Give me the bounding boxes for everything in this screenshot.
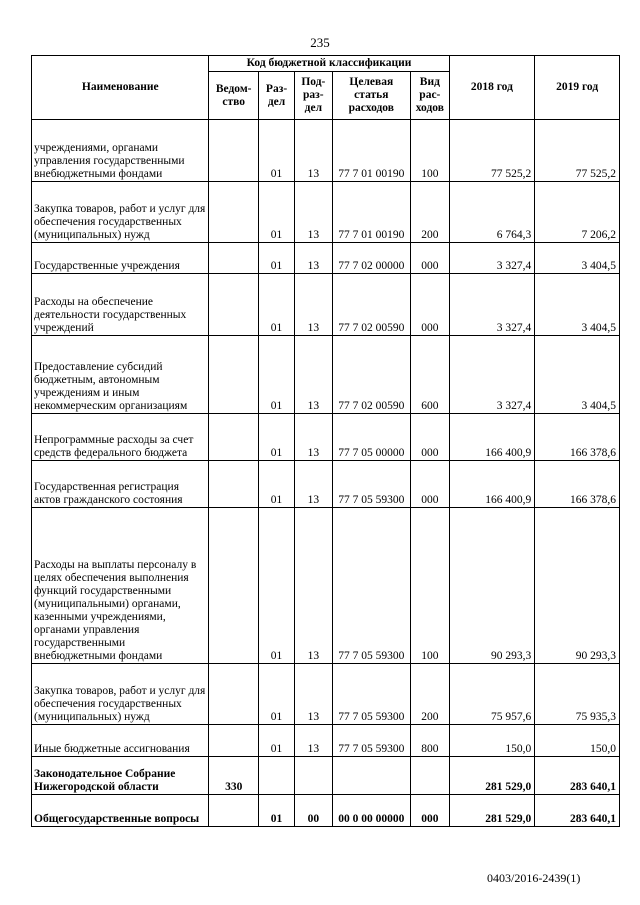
row-section: 01: [258, 664, 294, 725]
row-subsection: 13: [295, 414, 332, 461]
table-row: [32, 274, 620, 336]
row-section: 01: [258, 182, 294, 243]
row-department: [209, 414, 258, 461]
table-row: [32, 725, 620, 757]
row-expense-type: 000: [411, 274, 449, 336]
row-target-article: 77 7 01 00190: [332, 120, 411, 182]
row-name: Закупка товаров, работ и услуг для обеспечения государственных (муниципальных) нужд: [32, 182, 209, 243]
row-amount-2019: 75 935,3: [535, 664, 620, 725]
table-row: [32, 182, 620, 243]
row-expense-type: 200: [411, 664, 449, 725]
row-target-article: 77 7 05 59300: [332, 725, 411, 757]
row-department: [209, 795, 258, 827]
row-amount-2018: 6 764,3: [449, 182, 535, 243]
row-name: Расходы на обеспечение деятельности государственных учреждений: [32, 274, 209, 336]
row-amount-2018: 281 529,0: [449, 795, 535, 827]
row-subsection: [295, 757, 332, 795]
row-expense-type: 800: [411, 725, 449, 757]
row-amount-2019: 283 640,1: [535, 757, 620, 795]
row-name: Закупка товаров, работ и услуг для обеспечения государственных (муниципальных) нужд: [32, 664, 209, 725]
row-amount-2019: 166 378,6: [535, 414, 620, 461]
header-subsection: Под-раз-дел: [295, 72, 332, 120]
row-target-article: 77 7 05 59300: [332, 461, 411, 508]
budget-table: [31, 55, 620, 827]
table-row: [32, 461, 620, 508]
row-subsection: 13: [295, 182, 332, 243]
row-subsection: 13: [295, 274, 332, 336]
page-number: 235: [310, 35, 330, 50]
row-department: 330: [209, 757, 258, 795]
header-target-article: Целевая статья расходов: [332, 72, 411, 120]
row-name: Законодательное Собрание Нижегородской области: [32, 757, 209, 795]
row-amount-2018: 90 293,3: [449, 508, 535, 664]
row-section: 01: [258, 336, 294, 414]
row-department: [209, 461, 258, 508]
row-department: [209, 336, 258, 414]
row-section: [258, 757, 294, 795]
row-department: [209, 664, 258, 725]
row-amount-2019: 3 404,5: [535, 243, 620, 274]
row-department: [209, 120, 258, 182]
row-amount-2018: 3 327,4: [449, 274, 535, 336]
header-department: Ведом-ство: [209, 72, 258, 120]
row-amount-2019: 150,0: [535, 725, 620, 757]
row-subsection: 13: [295, 664, 332, 725]
row-department: [209, 182, 258, 243]
row-subsection: 13: [295, 725, 332, 757]
row-expense-type: 600: [411, 336, 449, 414]
row-amount-2018: 166 400,9: [449, 461, 535, 508]
document-code: 0403/2016-2439(1): [487, 871, 581, 885]
header-classification-code: Код бюджетной классификации: [209, 56, 449, 72]
row-subsection: 13: [295, 120, 332, 182]
row-section: 01: [258, 508, 294, 664]
row-subsection: 00: [295, 795, 332, 827]
row-department: [209, 243, 258, 274]
row-expense-type: 100: [411, 120, 449, 182]
row-name: Государственная регистрация актов гражданского состояния: [32, 461, 209, 508]
table-row: [32, 243, 620, 274]
row-expense-type: 200: [411, 182, 449, 243]
row-expense-type: 000: [411, 243, 449, 274]
row-amount-2018: 3 327,4: [449, 336, 535, 414]
row-target-article: 77 7 02 00000: [332, 243, 411, 274]
row-name: Государственные учреждения: [32, 243, 209, 274]
row-name: Иные бюджетные ассигнования: [32, 725, 209, 757]
row-target-article: [332, 757, 411, 795]
row-name: учреждениями, органами управления государственными внебюджетными фондами: [32, 120, 209, 182]
row-name: Непрограммные расходы за счет средств федерального бюджета: [32, 414, 209, 461]
table-row: [32, 336, 620, 414]
table-row: [32, 664, 620, 725]
row-subsection: 13: [295, 461, 332, 508]
row-department: [209, 508, 258, 664]
row-target-article: 77 7 02 00590: [332, 336, 411, 414]
header-year-2019: 2019 год: [535, 56, 620, 120]
row-amount-2019: 166 378,6: [535, 461, 620, 508]
row-amount-2018: 281 529,0: [449, 757, 535, 795]
row-subsection: 13: [295, 243, 332, 274]
row-section: 01: [258, 795, 294, 827]
row-target-article: 77 7 05 00000: [332, 414, 411, 461]
header-section: Раз-дел: [258, 72, 294, 120]
table-row: [32, 508, 620, 664]
row-amount-2019: 7 206,2: [535, 182, 620, 243]
header-name: Наименование: [32, 56, 209, 120]
row-target-article: 77 7 01 00190: [332, 182, 411, 243]
table-row: [32, 120, 620, 182]
row-amount-2019: 90 293,3: [535, 508, 620, 664]
table-row: [32, 414, 620, 461]
row-section: 01: [258, 274, 294, 336]
row-department: [209, 725, 258, 757]
row-expense-type: [411, 757, 449, 795]
header-expense-type: Вид рас-ходов: [411, 72, 449, 120]
row-subsection: 13: [295, 508, 332, 664]
row-expense-type: 000: [411, 795, 449, 827]
row-amount-2018: 150,0: [449, 725, 535, 757]
row-amount-2018: 166 400,9: [449, 414, 535, 461]
row-expense-type: 100: [411, 508, 449, 664]
header-year-2018: 2018 год: [449, 56, 535, 120]
row-amount-2019: 283 640,1: [535, 795, 620, 827]
row-section: 01: [258, 725, 294, 757]
row-section: 01: [258, 243, 294, 274]
row-section: 01: [258, 120, 294, 182]
row-name: Общегосударственные вопросы: [32, 795, 209, 827]
row-target-article: 77 7 05 59300: [332, 508, 411, 664]
row-amount-2018: 3 327,4: [449, 243, 535, 274]
table-row: [32, 757, 620, 795]
row-target-article: 00 0 00 00000: [332, 795, 411, 827]
row-department: [209, 274, 258, 336]
row-target-article: 77 7 02 00590: [332, 274, 411, 336]
row-name: Предоставление субсидий бюджетным, автономным учреждениям и иным некоммерческим организациям: [32, 336, 209, 414]
row-subsection: 13: [295, 336, 332, 414]
row-expense-type: 000: [411, 414, 449, 461]
row-target-article: 77 7 05 59300: [332, 664, 411, 725]
row-amount-2019: 3 404,5: [535, 336, 620, 414]
row-amount-2018: 75 957,6: [449, 664, 535, 725]
row-name: Расходы на выплаты персоналу в целях обеспечения выполнения функций государственными (муниципальными) органами, казенными учреждениями, органами управления государственными внебюджетными фондами: [32, 508, 209, 664]
table-row: [32, 795, 620, 827]
row-expense-type: 000: [411, 461, 449, 508]
row-amount-2019: 3 404,5: [535, 274, 620, 336]
row-section: 01: [258, 414, 294, 461]
row-section: 01: [258, 461, 294, 508]
row-amount-2018: 77 525,2: [449, 120, 535, 182]
row-amount-2019: 77 525,2: [535, 120, 620, 182]
